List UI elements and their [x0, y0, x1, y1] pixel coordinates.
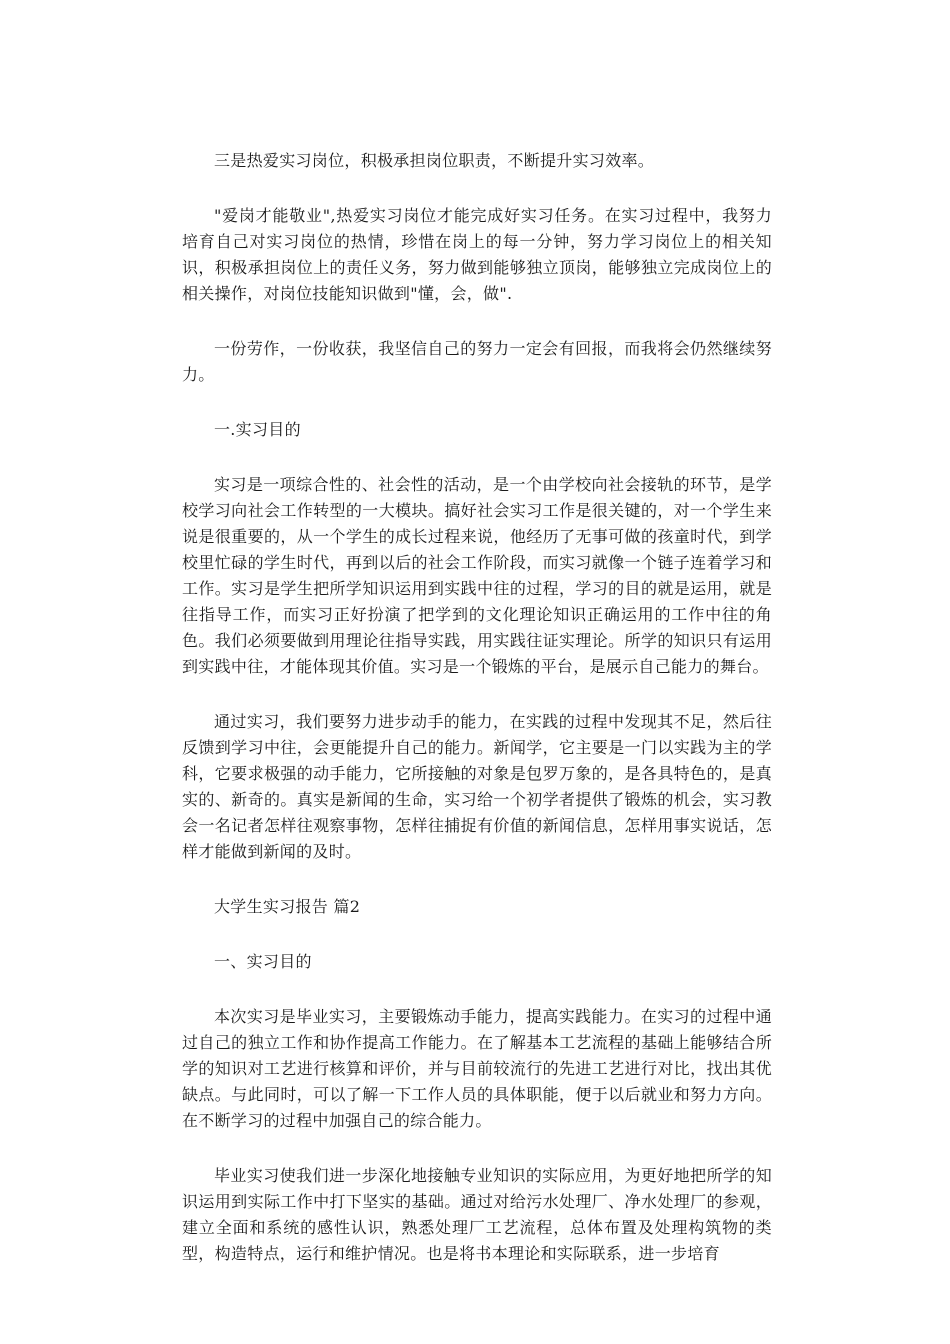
paragraph: 一份劳作，一份收获，我坚信自己的努力一定会有回报，而我将会仍然继续努力。 [182, 339, 772, 384]
paragraph: "爱岗才能敬业",热爱实习岗位才能完成好实习任务。在实习过程中，我努力培育自己对实习岗位的热情，珍惜在岗上的每一分钟，努力学习岗位上的相关知识，积极承担岗位上的责任义务，努力做到能够独立顶岗，能够独立完成岗位上的相关操作，对岗位技能知识做到"懂，会，做". [182, 206, 772, 303]
section-heading: 一、实习目的 [214, 952, 312, 971]
section-heading: 一.实习目的 [214, 420, 301, 439]
paragraph: 毕业实习使我们进一步深化地接触专业知识的实际应用，为更好地把所学的知识运用到实际工作中打下坚实的基础。通过对给污水处理厂、净水处理厂的参观，建立全面和系统的感性认识，熟悉处理厂工艺流程，总体布置及处理构筑物的类型，构造特点，运行和维护情况。也是将书本理论和实际联系，进一步培育 [182, 1166, 772, 1263]
paragraph: 三是热爱实习岗位，积极承担岗位职责，不断提升实习效率。 [214, 151, 655, 170]
document-page [182, 148, 772, 1296]
paragraph: 本次实习是毕业实习，主要锻炼动手能力，提高实践能力。在实习的过程中通过自己的独立工作和协作提高工作能力。在了解基本工艺流程的基础上能够结合所学的知识对工艺进行核算和评价，并与目前较流行的先进工艺进行对比，找出其优缺点。与此同时，可以了解一下工作人员的具体职能，便于以后就业和努力方向。在不断学习的过程中加强自己的综合能力。 [182, 1007, 772, 1130]
paragraph: 实习是一项综合性的、社会性的活动，是一个由学校向社会接轨的环节，是学校学习向社会工作转型的一大模块。搞好社会实习工作是很关键的，对一个学生来说是很重要的，从一个学生的成长过程来说，他经历了无事可做的孩童时代，到学校里忙碌的学生时代，再到以后的社会工作阶段，而实习就像一个链子连着学习和工作。实习是学生把所学知识运用到实践中往的过程，学习的目的就是运用，就是往指导工作，而实习正好扮演了把学到的文化理论知识正确运用的工作中往的角色。我们必须要做到用理论往指导实践，用实践往证实理论。所学的知识只有运用到实践中往，才能体现其价值。实习是一个锻炼的平台，是展示自己能力的舞台。 [182, 475, 772, 676]
report-title: 大学生实习报告 篇2 [214, 897, 361, 916]
paragraph: 通过实习，我们要努力进步动手的能力，在实践的过程中发现其不足，然后往反馈到学习中往，会更能提升自己的能力。新闻学，它主要是一门以实践为主的学科，它要求极强的动手能力，它所接触的对象是包罗万象的，是各具特色的，是真实的、新奇的。真实是新闻的生命，实习给一个初学者提供了锻炼的机会，实习教会一名记者怎样往观察事物，怎样往捕捉有价值的新闻信息，怎样用事实说话，怎样才能做到新闻的及时。 [182, 712, 772, 861]
